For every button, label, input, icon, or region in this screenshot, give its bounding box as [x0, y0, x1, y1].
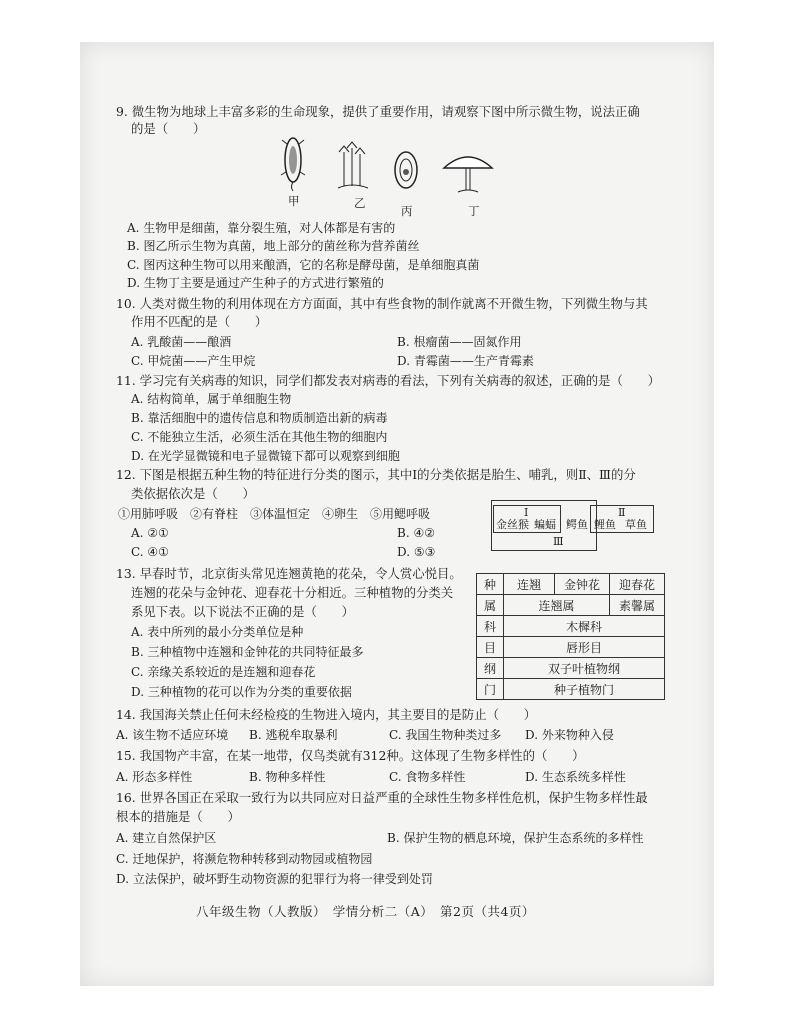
- table-row: [477, 616, 665, 637]
- figure-label-yi: 乙: [354, 196, 366, 210]
- table-row: [477, 679, 665, 700]
- q13-option-a[interactable]: A. 表中所列的最小分类单位是种: [131, 625, 304, 639]
- q16-option-c[interactable]: C. 迁地保护，将濒危物种转移到动物园或植物园: [116, 852, 373, 866]
- q15-option-c[interactable]: C. 食物多样性: [389, 770, 466, 784]
- group-iii-label: Ⅲ: [553, 535, 564, 548]
- rank-cell: 属: [477, 595, 504, 616]
- q11-option-c[interactable]: C. 不能独立生活，必须生活在其他生物的细胞内: [131, 430, 388, 444]
- q10-stem-line2: 作用不匹配的是（ ）: [131, 314, 268, 329]
- q11-option-a[interactable]: A. 结构简单，属于单细胞生物: [131, 392, 292, 406]
- phylum-cell: 种子植物门: [504, 679, 665, 700]
- q10-option-b[interactable]: B. 根瘤菌——固氮作用: [397, 335, 522, 349]
- mushroom-figure: [440, 148, 496, 196]
- rank-cell: 科: [477, 616, 504, 637]
- rank-cell: 纲: [477, 658, 504, 679]
- q9-option-b[interactable]: B. 图乙所示生物为真菌，地上部分的菌丝称为营养菌丝: [127, 239, 420, 253]
- q10-option-c[interactable]: C. 甲烷菌——产生甲烷: [131, 354, 256, 368]
- mold-figure: [330, 140, 374, 192]
- q12-choice-list: ①用肺呼吸 ②有脊柱 ③体温恒定 ④卵生 ⑤用鳃呼吸: [118, 507, 431, 521]
- q12-option-d[interactable]: D. ⑤③: [397, 545, 436, 559]
- figure-label-jia: 甲: [288, 194, 300, 208]
- group-ii-label: Ⅱ: [618, 506, 626, 519]
- q14-option-a[interactable]: A. 该生物不适应环境: [116, 728, 229, 742]
- q15-option-b[interactable]: B. 物种多样性: [249, 770, 326, 784]
- q16-stem-line2: 根本的措施是（ ）: [116, 809, 240, 824]
- class-cell: 双子叶植物纲: [504, 658, 665, 679]
- q15-option-d[interactable]: D. 生态系统多样性: [525, 770, 626, 784]
- q12-option-a[interactable]: A. ②①: [131, 526, 169, 540]
- table-row: [477, 595, 665, 616]
- q14-option-b[interactable]: B. 逃税牟取暴利: [249, 728, 338, 742]
- q14-option-c[interactable]: C. 我国生物种类过多: [389, 728, 502, 742]
- family-cell: 木樨科: [504, 616, 665, 637]
- q10-stem-line1: 10. 人类对微生物的利用体现在方方面面，其中有些食物的制作就离不开微生物，下列微生物与其: [116, 296, 648, 311]
- q11-option-d[interactable]: D. 在光学显微镜和电子显微镜下都可以观察到细胞: [131, 449, 400, 463]
- genus-cell: 素馨属: [610, 595, 665, 616]
- q13-option-c[interactable]: C. 亲缘关系较近的是连翘和迎春花: [131, 665, 316, 679]
- classification-table: [476, 573, 665, 700]
- table-row: [477, 637, 665, 658]
- rank-cell: 门: [477, 679, 504, 700]
- q12-stem-line2: 类依据依次是（ ）: [131, 486, 255, 501]
- group-i-label: Ⅰ: [524, 506, 529, 519]
- q9-stem-line1: 9. 微生物为地球上丰富多彩的生命现象，提供了重要作用，请观察下图中所示微生物，说法正确: [116, 104, 640, 119]
- q16-option-d[interactable]: D. 立法保护，破坏野生动物资源的犯罪行为将一律受到处罚: [116, 872, 433, 886]
- q10-option-a[interactable]: A. 乳酸菌——酿酒: [131, 335, 232, 349]
- q14-stem: 14. 我国海关禁止任何未经检疫的生物进入境内，其主要目的是防止（ ）: [116, 707, 537, 722]
- species-cell: 迎春花: [610, 574, 665, 595]
- organism-grass-carp: 草鱼: [625, 518, 647, 531]
- table-row: [477, 574, 665, 595]
- q16-option-b[interactable]: B. 保护生物的栖息环境，保护生态系统的多样性: [387, 831, 644, 845]
- q12-option-c[interactable]: C. ④①: [131, 545, 169, 559]
- organism-crocodile: 鳄鱼: [566, 518, 588, 531]
- species-cell: 金钟花: [555, 574, 610, 595]
- rank-cell: 种: [477, 574, 504, 595]
- q9-stem-line2: 的是（ ）: [131, 121, 206, 136]
- q13-option-d[interactable]: D. 三种植物的花可以作为分类的重要依据: [131, 685, 352, 699]
- q11-option-b[interactable]: B. 靠活细胞中的遗传信息和物质制造出新的病毒: [131, 411, 388, 425]
- organism-golden-monkey: 金丝猴: [496, 518, 529, 531]
- genus-cell: 连翘属: [504, 595, 610, 616]
- figure-label-ding: 丁: [468, 204, 480, 218]
- organism-bat: 蝙蝠: [534, 518, 556, 531]
- q9-option-c[interactable]: C. 图丙这种生物可以用来酿酒，它的名称是酵母菌，是单细胞真菌: [127, 258, 480, 272]
- q15-option-a[interactable]: A. 形态多样性: [116, 770, 193, 784]
- q11-stem: 11. 学习完有关病毒的知识，同学们都发表对病毒的看法，下列有关病毒的叙述，正确的是（ ）: [116, 373, 661, 388]
- organism-carp: 鲤鱼: [594, 518, 616, 531]
- species-cell: 连翘: [504, 574, 555, 595]
- rank-cell: 目: [477, 637, 504, 658]
- q14-option-d[interactable]: D. 外来物种入侵: [525, 728, 614, 742]
- q10-option-d[interactable]: D. 青霉菌——生产青霉素: [397, 354, 534, 368]
- q13-stem-line3: 系见下表。以下说法不正确的是（ ）: [131, 604, 355, 619]
- q13-stem-line1: 13. 早春时节，北京街头常见连翘黄艳的花朵，令人赏心悦目。: [116, 566, 462, 581]
- q16-option-a[interactable]: A. 建立自然保护区: [116, 831, 217, 845]
- q16-stem-line1: 16. 世界各国正在采取一致行为以共同应对日益严重的全球性生物多样性危机，保护生物多样性最: [116, 790, 648, 805]
- q12-stem-line1: 12. 下图是根据五种生物的特征进行分类的图示，其中Ⅰ的分类依据是胎生、哺乳，则Ⅱ、Ⅲ的分: [116, 467, 636, 482]
- figure-label-bing: 丙: [401, 204, 413, 218]
- yeast-figure: [392, 148, 420, 192]
- q9-option-d[interactable]: D. 生物丁主要是通过产生种子的方式进行繁殖的: [127, 276, 384, 290]
- q9-option-a[interactable]: A. 生物甲是细菌，靠分裂生殖，对人体都是有害的: [127, 221, 396, 235]
- table-row: [477, 658, 665, 679]
- bacterium-figure: [278, 132, 308, 192]
- q15-stem: 15. 我国物产丰富，在某一地带，仅鸟类就有312种。这体现了生物多样性的（ ）: [116, 748, 585, 763]
- q12-option-b[interactable]: B. ④②: [397, 526, 435, 540]
- order-cell: 唇形目: [504, 637, 665, 658]
- q13-option-b[interactable]: B. 三种植物中连翘和金钟花的共同特征最多: [131, 645, 364, 659]
- q13-stem-line2: 连翘的花朵与金钟花、迎春花十分相近。三种植物的分类关: [131, 585, 454, 600]
- page-footer: 八年级生物（人教版） 学情分析二（A） 第2页（共4页）: [196, 904, 535, 919]
